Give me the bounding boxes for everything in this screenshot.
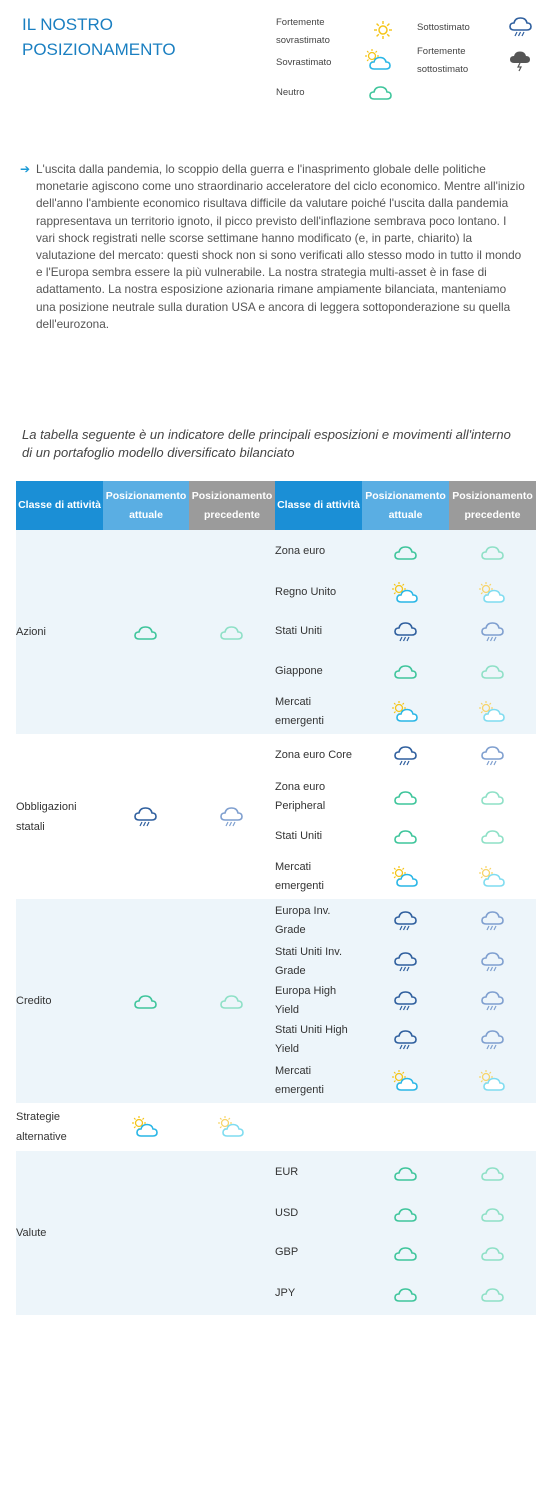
sub-previous-cell — [449, 652, 536, 691]
asset-class-cell — [16, 734, 103, 899]
sub-current-cell — [362, 573, 449, 612]
sub-asset-label: Zona euro Core — [275, 749, 353, 762]
rain-icon — [480, 995, 506, 1007]
sub-previous-cell — [449, 1060, 536, 1103]
sub-asset-label: Stati Uniti High Yield — [275, 1024, 348, 1056]
table-row — [16, 734, 536, 777]
sub-asset-label: Mercati emergenti — [275, 1065, 324, 1097]
current-position-cell — [103, 1151, 189, 1315]
sub-asset-cell — [275, 856, 362, 899]
sub-current-cell — [362, 1194, 449, 1233]
sub-current-cell — [362, 777, 449, 816]
sub-current-cell — [362, 530, 449, 573]
commentary-text: L'uscita dalla pandemia, lo scoppio della guerra e l'inasprimento globale delle politiche monetarie agiscono come uno straordinario acceleratore del ciclo economico. Mentre all'inizio dell'anno l'ambiente economico risultava difficile da valutare poiché l'uscita dalla pandemia rappresentava un territorio ignoto, il picco previsto dell'inflazione sembrava poco lontano. I vari shock registrati nelle scorse settimane hanno modificato (e, in parte, chiarito) la valutazione del mercato: questi shock non si sono verificati allo stesso modo in tutto il mondo e l'Europa sembra essere la più vulnerabile. La nostra strategia multi-asset è in fase di adattamento. La nostra esposizione azionaria rimane ampiamente bilanciata, manteniamo una posizione neutrale sulla duration USA e ancora di leggera sottoponderazione su quella dell'eurozona. — [36, 162, 525, 331]
empty-cell — [449, 1103, 536, 1151]
sub-asset-cell — [275, 942, 362, 981]
sub-asset-cell — [275, 1151, 362, 1194]
sun-cloud-icon — [478, 1075, 508, 1087]
sub-current-cell — [362, 899, 449, 942]
sub-current-cell — [362, 652, 449, 691]
sun-cloud-icon — [131, 1121, 161, 1133]
table-row — [16, 1103, 536, 1151]
sub-previous-cell — [449, 734, 536, 777]
sub-current-cell — [362, 1060, 449, 1103]
sub-asset-label: USD — [275, 1207, 299, 1219]
sub-asset-label: Giappone — [275, 664, 323, 677]
current-position-cell — [103, 734, 189, 899]
sub-previous-cell — [449, 1233, 536, 1272]
sun-cloud-icon — [391, 871, 421, 883]
table-header-row — [16, 481, 536, 530]
sub-asset-cell — [275, 652, 362, 691]
header-current: Posizionamento attuale — [103, 481, 189, 530]
cloud-icon — [368, 82, 394, 107]
rain-icon — [393, 956, 419, 968]
sub-asset-label: Stati Uniti Inv. Grade — [275, 945, 343, 977]
rain-icon — [480, 956, 506, 968]
sub-asset-cell — [275, 734, 362, 777]
sub-current-cell — [362, 981, 449, 1020]
current-position-cell — [103, 1103, 189, 1151]
sub-current-cell — [362, 1233, 449, 1272]
sun-cloud-icon — [478, 706, 508, 718]
previous-position-cell — [189, 734, 275, 899]
sub-asset-cell — [275, 1233, 362, 1272]
sub-asset-cell — [275, 1272, 362, 1315]
sub-asset-label: Stati Uniti — [275, 625, 323, 638]
sub-asset-cell — [275, 816, 362, 855]
table-row — [16, 530, 536, 573]
sub-asset-label: Europa Inv. Grade — [275, 904, 331, 936]
sub-previous-cell — [449, 899, 536, 942]
sub-current-cell — [362, 856, 449, 899]
asset-class-cell — [16, 899, 103, 1103]
legend-label-over: Sovrastimato — [276, 57, 332, 68]
previous-position-cell — [189, 1103, 275, 1151]
sun-cloud-icon — [391, 706, 421, 718]
rain-icon — [219, 810, 245, 822]
rain-icon — [480, 915, 506, 927]
storm-cloud-icon — [508, 50, 532, 77]
asset-class-cell — [16, 1151, 103, 1315]
sub-asset-label: Europa High Yield — [275, 984, 337, 1016]
cloud-icon — [219, 626, 245, 638]
sub-previous-cell — [449, 856, 536, 899]
rain-cloud-icon — [508, 16, 534, 43]
header-asset-class: Classe di attività — [16, 481, 103, 530]
sub-previous-cell — [449, 942, 536, 981]
sub-asset-label: Regno Unito — [275, 586, 337, 599]
legend-label-strong-over: Fortemente sovrastimato — [276, 17, 330, 46]
cloud-icon — [480, 546, 506, 558]
sun-cloud-icon — [364, 49, 394, 76]
header-sub-asset-class: Classe di attività — [275, 481, 362, 530]
sub-current-cell — [362, 612, 449, 651]
header-sub-previous: Posizionamento precedente — [449, 481, 536, 530]
cloud-icon — [480, 1246, 506, 1258]
sun-cloud-icon — [217, 1121, 247, 1133]
sub-asset-cell — [275, 777, 362, 816]
commentary-paragraph — [20, 161, 525, 333]
cloud-icon — [480, 830, 506, 842]
sub-previous-cell — [449, 981, 536, 1020]
cloud-icon — [393, 1207, 419, 1219]
sun-icon — [372, 19, 394, 46]
cloud-icon — [393, 1246, 419, 1258]
sub-previous-cell — [449, 1194, 536, 1233]
sub-previous-cell — [449, 691, 536, 734]
header-sub-current: Posizionamento attuale — [362, 481, 449, 530]
current-position-cell — [103, 530, 189, 734]
legend-label-neutral: Neutro — [276, 87, 305, 98]
sub-previous-cell — [449, 573, 536, 612]
rain-icon — [393, 750, 419, 762]
cloud-icon — [393, 546, 419, 558]
cloud-icon — [219, 995, 245, 1007]
header-previous: Posizionamento precedente — [189, 481, 275, 530]
asset-class-cell — [16, 530, 103, 734]
legend-label-under: Sottostimato — [417, 22, 470, 33]
rain-icon — [393, 626, 419, 638]
sub-asset-cell — [275, 899, 362, 942]
sub-current-cell — [362, 1272, 449, 1315]
cloud-icon — [393, 665, 419, 677]
sub-asset-label: EUR — [275, 1166, 299, 1178]
cloud-icon — [393, 830, 419, 842]
cloud-icon — [393, 791, 419, 803]
sub-previous-cell — [449, 1021, 536, 1060]
sub-current-cell — [362, 734, 449, 777]
sub-asset-label: GBP — [275, 1246, 299, 1258]
sub-asset-label: Mercati emergenti — [275, 696, 324, 728]
rain-icon — [480, 1034, 506, 1046]
cloud-icon — [393, 1166, 419, 1178]
sub-asset-cell — [275, 573, 362, 612]
sub-asset-cell — [275, 1060, 362, 1103]
table-row — [16, 1151, 536, 1194]
sub-current-cell — [362, 942, 449, 981]
positioning-table — [16, 481, 536, 1315]
asset-class-label: Valute — [16, 1227, 47, 1239]
rain-icon — [480, 750, 506, 762]
sub-asset-cell — [275, 1021, 362, 1060]
sub-asset-cell — [275, 530, 362, 573]
sub-previous-cell — [449, 816, 536, 855]
rain-icon — [393, 1034, 419, 1046]
cloud-icon — [133, 626, 159, 638]
cloud-icon — [480, 1287, 506, 1299]
arrow-right-icon: ➔ — [20, 162, 31, 176]
sub-current-cell — [362, 1151, 449, 1194]
asset-class-cell — [16, 1103, 103, 1151]
table-intro: La tabella seguente è un indicatore delle principali esposizioni e movimenti all'interno di un portafoglio modello diversificato bilanciato — [22, 427, 511, 460]
asset-class-label: Azioni — [16, 626, 46, 638]
rain-icon — [393, 995, 419, 1007]
previous-position-cell — [189, 899, 275, 1103]
empty-cell — [275, 1103, 362, 1151]
sub-asset-label: Zona euro — [275, 545, 326, 558]
sub-current-cell — [362, 1021, 449, 1060]
sub-current-cell — [362, 691, 449, 734]
asset-class-label: Strategie alternative — [16, 1111, 67, 1143]
sub-previous-cell — [449, 1272, 536, 1315]
rain-icon — [480, 626, 506, 638]
table-row — [16, 899, 536, 942]
sub-current-cell — [362, 816, 449, 855]
sub-asset-label: Stati Uniti — [275, 829, 323, 842]
sub-asset-label: JPY — [275, 1287, 296, 1299]
sub-asset-cell — [275, 1194, 362, 1233]
sub-previous-cell — [449, 530, 536, 573]
cloud-icon — [480, 791, 506, 803]
previous-position-cell — [189, 530, 275, 734]
sub-asset-cell — [275, 691, 362, 734]
sub-previous-cell — [449, 777, 536, 816]
cloud-icon — [480, 1207, 506, 1219]
empty-cell — [362, 1103, 449, 1151]
sun-cloud-icon — [478, 587, 508, 599]
cloud-icon — [480, 665, 506, 677]
sub-asset-label: Zona euro Peripheral — [275, 780, 326, 812]
previous-position-cell — [189, 1151, 275, 1315]
current-position-cell — [103, 899, 189, 1103]
sub-previous-cell — [449, 612, 536, 651]
sun-cloud-icon — [478, 871, 508, 883]
rain-icon — [393, 915, 419, 927]
sub-asset-label: Mercati emergenti — [275, 861, 324, 893]
asset-class-label: Credito — [16, 995, 52, 1007]
rain-icon — [133, 810, 159, 822]
sub-asset-cell — [275, 612, 362, 651]
asset-class-label: Obbligazioni statali — [16, 800, 77, 833]
cloud-icon — [133, 995, 159, 1007]
page-title: IL NOSTRO POSIZIONAMENTO — [22, 15, 176, 59]
sub-previous-cell — [449, 1151, 536, 1194]
legend-label-strong-under: Fortemente sottostimato — [417, 46, 469, 75]
cloud-icon — [480, 1166, 506, 1178]
sun-cloud-icon — [391, 1075, 421, 1087]
sun-cloud-icon — [391, 587, 421, 599]
cloud-icon — [393, 1287, 419, 1299]
sub-asset-cell — [275, 981, 362, 1020]
